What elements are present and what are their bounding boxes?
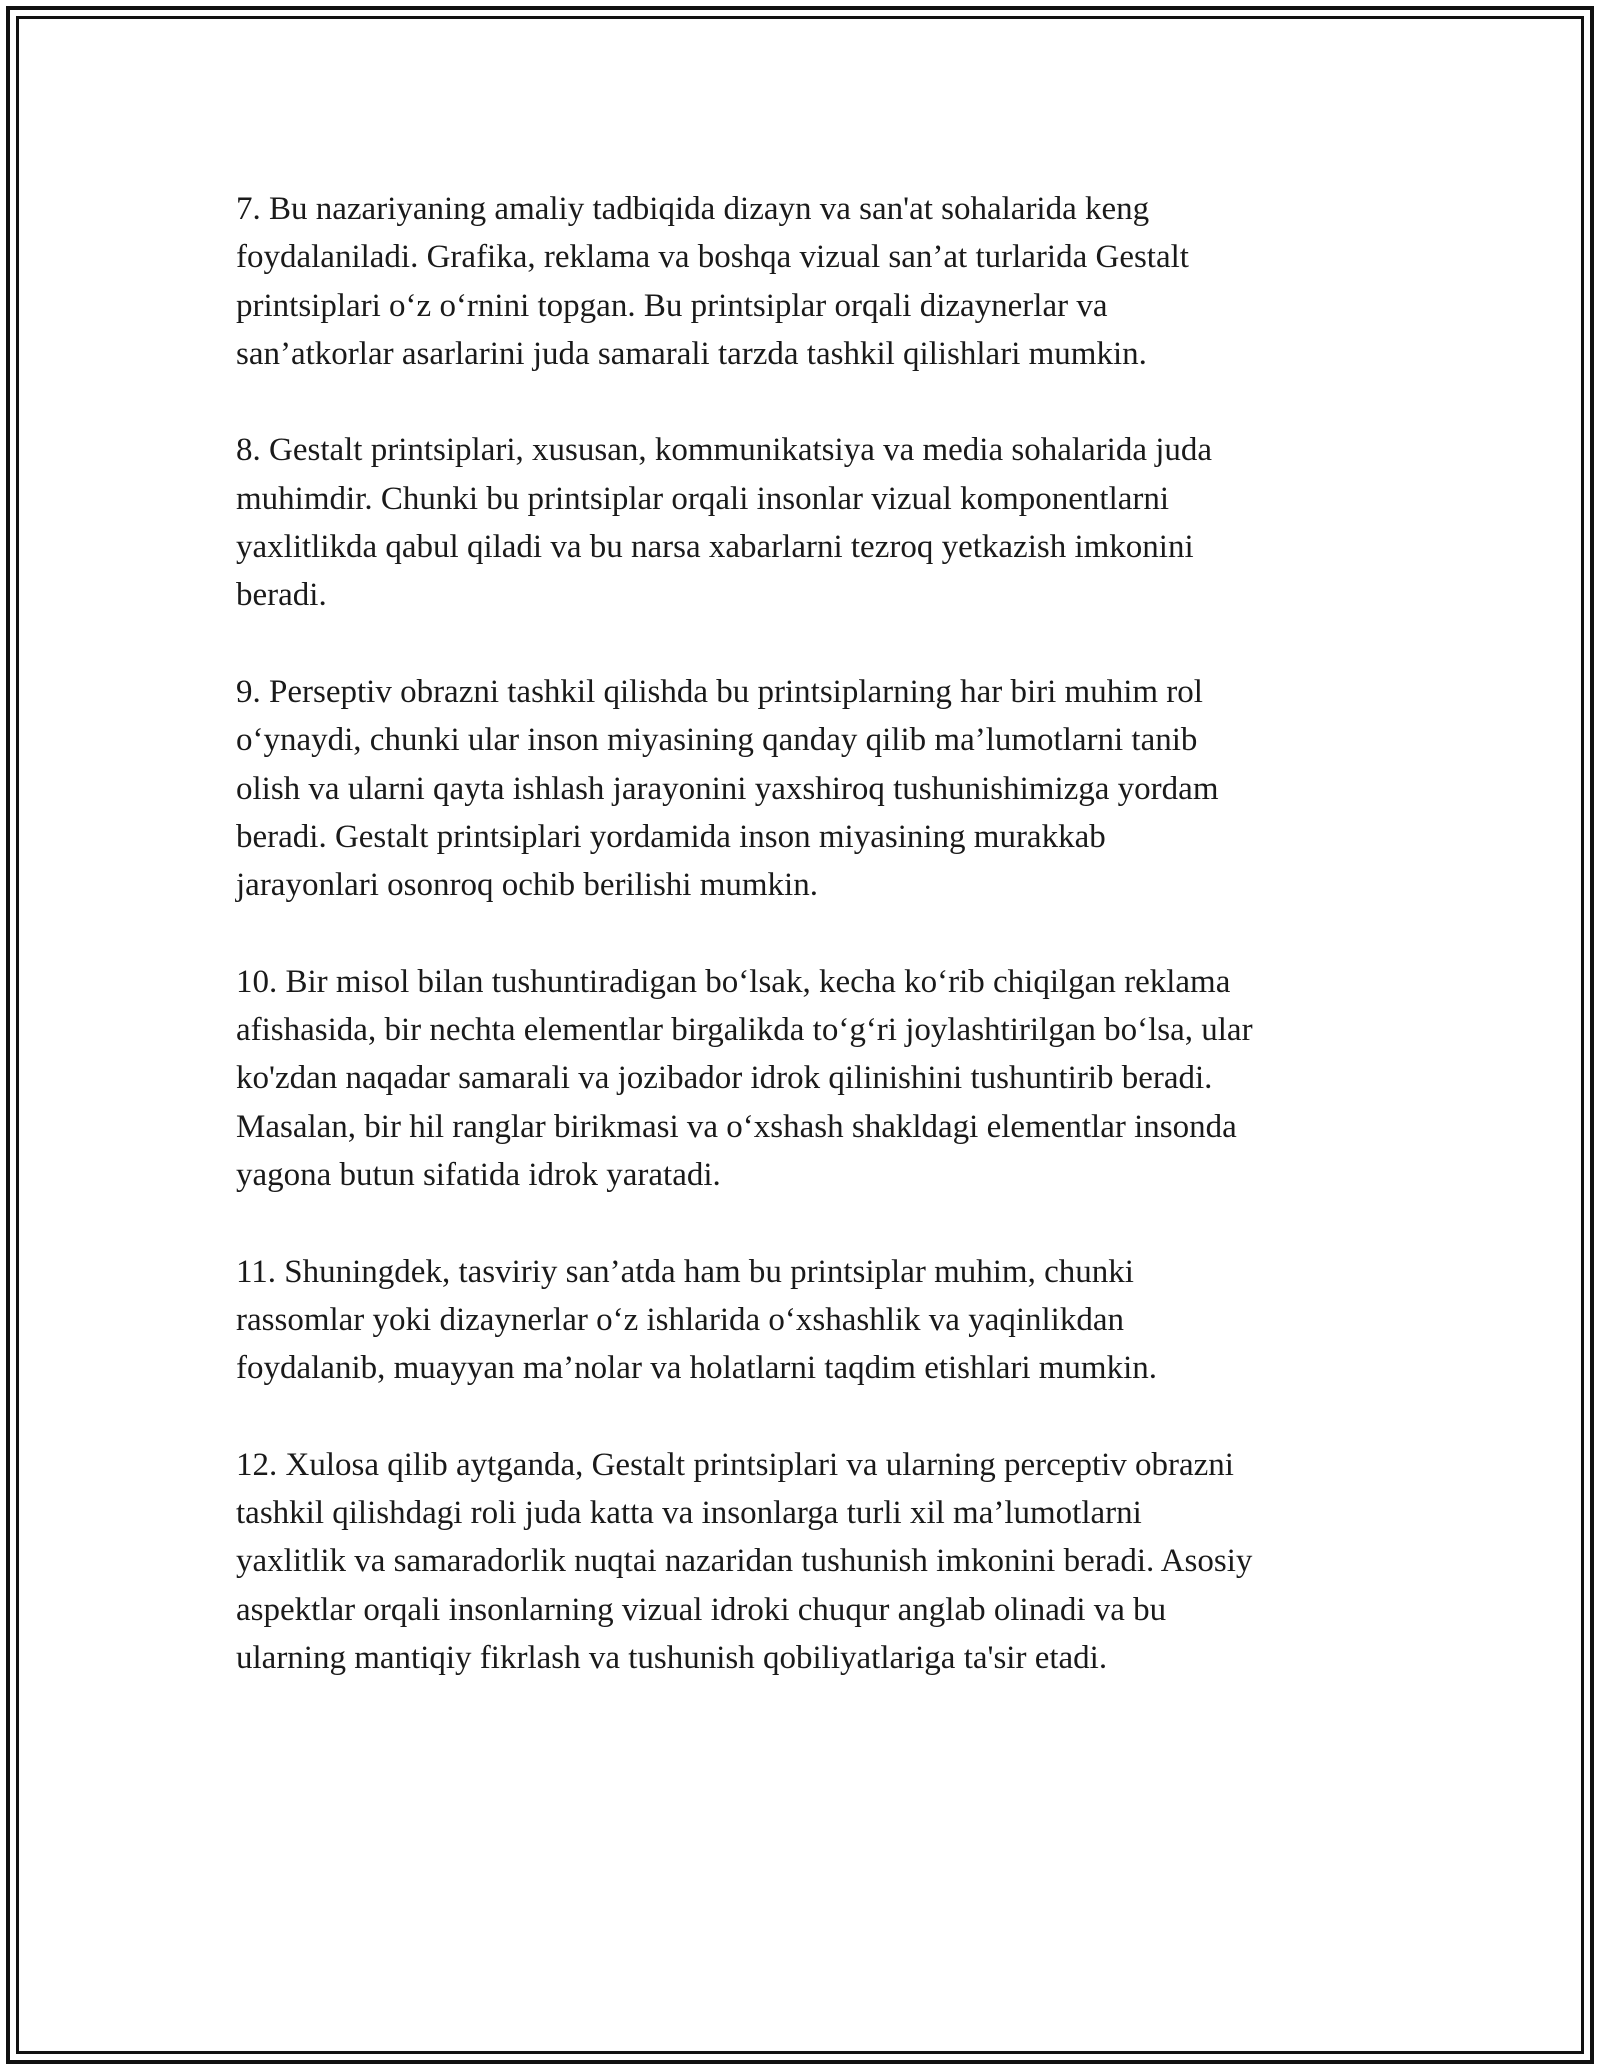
paragraph-10 <box>236 958 1386 1199</box>
text-line: yaxlitlik va samaradorlik nuqtai nazaridan tushunish imkonini beradi. Asosiy <box>236 1543 1253 1580</box>
text-line: aspektlar orqali insonlarning vizual idroki chuqur anglab olinadi va bu <box>236 1591 1167 1628</box>
text-line: ko'zdan naqadar samarali va jozibador idrok qilinishini tushuntirib beradi. <box>236 1060 1213 1097</box>
paragraph-7 <box>236 185 1386 378</box>
document-body <box>236 185 1386 1731</box>
text-line: beradi. <box>236 577 327 614</box>
text-line: Masalan, bir hil ranglar birikmasi va o‘xshash shakldagi elementlar insonda <box>236 1108 1237 1145</box>
text-line: foydalanib, muayyan ma’nolar va holatlarni taqdim etishlari mumkin. <box>236 1350 1158 1387</box>
text-line: 8. Gestalt printsiplari, xususan, kommunikatsiya va media sohalarida juda <box>236 432 1213 469</box>
text-line: yagona butun sifatida idrok yaratadi. <box>236 1156 721 1193</box>
text-line: 11. Shuningdek, tasviriy san’atda ham bu printsiplar muhim, chunki <box>236 1253 1134 1290</box>
text-line: muhimdir. Chunki bu printsiplar orqali insonlar vizual komponentlarni <box>236 480 1170 517</box>
text-line: tashkil qilishdagi roli juda katta va insonlarga turli xil ma’lumotlarni <box>236 1495 1142 1532</box>
paragraph-9 <box>236 668 1386 909</box>
text-line: foydalaniladi. Grafika, reklama va boshqa vizual san’at turlarida Gestalt <box>236 239 1189 276</box>
text-line: san’atkorlar asarlarini juda samarali tarzda tashkil qilishlari mumkin. <box>236 335 1147 372</box>
text-line: 10. Bir misol bilan tushuntiradigan bo‘lsak, kecha ko‘rib chiqilgan reklama <box>236 963 1231 1000</box>
text-line: olish va ularni qayta ishlash jarayonini yaxshiroq tushunishimizga yordam <box>236 770 1219 807</box>
paragraph-12 <box>236 1441 1386 1682</box>
text-line: 7. Bu nazariyaning amaliy tadbiqida dizayn va san'at sohalarida keng <box>236 191 1150 227</box>
text-line: beradi. Gestalt printsiplari yordamida inson miyasining murakkab <box>236 818 1106 855</box>
text-line: 9. Perseptiv obrazni tashkil qilishda bu printsiplarning har biri muhim rol <box>236 673 1203 710</box>
paragraph-8 <box>236 426 1386 619</box>
text-line: yaxlitlikda qabul qiladi va bu narsa xabarlarni tezroq yetkazish imkonini <box>236 529 1194 566</box>
text-line: 12. Xulosa qilib aytganda, Gestalt printsiplari va ularning perceptiv obrazni <box>236 1446 1234 1483</box>
text-line: afishasida, bir nechta elementlar birgalikda to‘g‘ri joylashtirilgan bo‘lsa, ular <box>236 1012 1253 1049</box>
text-line: printsiplari o‘z o‘rnini topgan. Bu printsiplar orqali dizaynerlar va <box>236 287 1108 324</box>
paragraph-11 <box>236 1248 1386 1393</box>
text-line: rassomlar yoki dizaynerlar o‘z ishlarida o‘xshashlik va yaqinlikdan <box>236 1301 1124 1338</box>
text-line: jarayonlari osonroq ochib berilishi mumkin. <box>236 867 818 904</box>
text-line: ularning mantiqiy fikrlash va tushunish qobiliyatlariga ta'sir etadi. <box>236 1639 1108 1676</box>
text-line: o‘ynaydi, chunki ular inson miyasining qanday qilib ma’lumotlarni tanib <box>236 722 1198 759</box>
